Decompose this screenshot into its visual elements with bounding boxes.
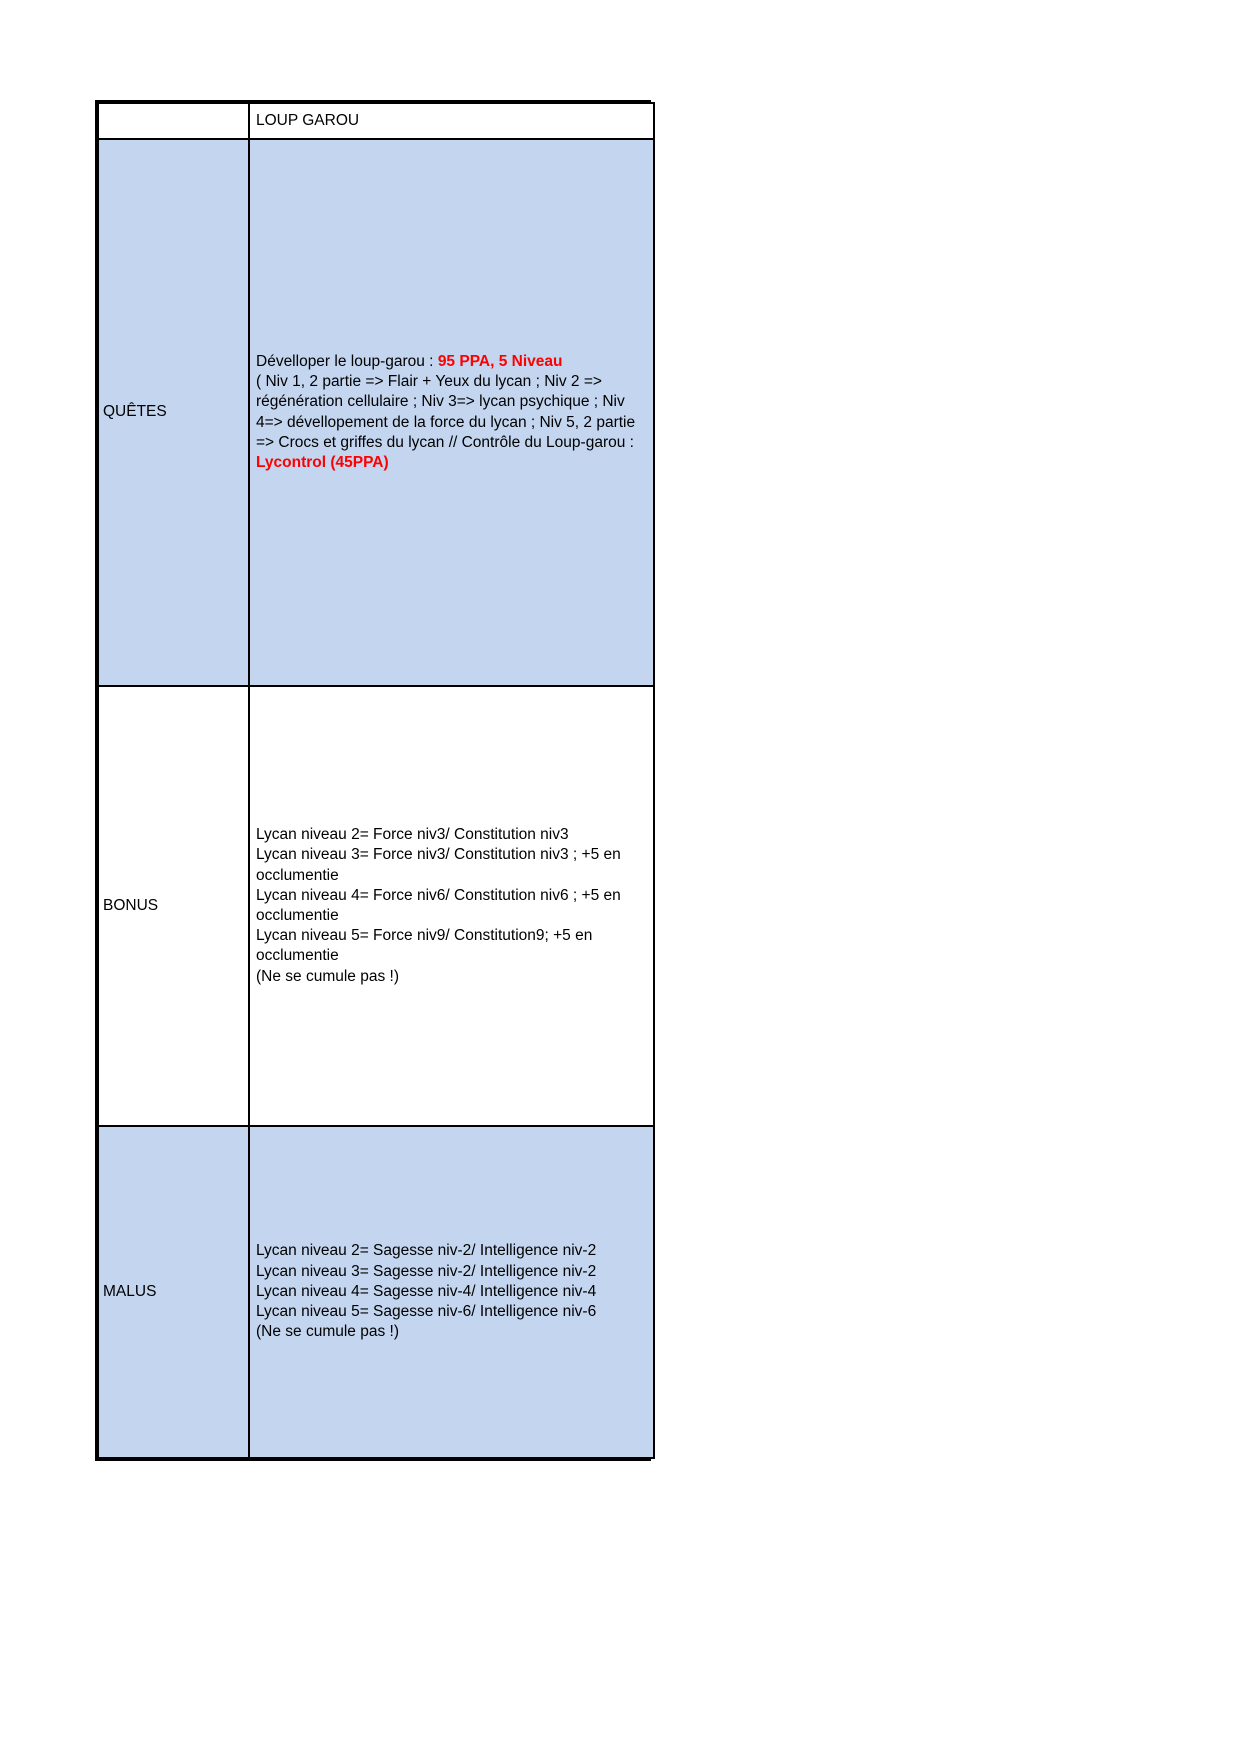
- loup-garou-table: [97, 102, 655, 1459]
- document-title: LOUP GAROU: [249, 103, 654, 139]
- table-row: [98, 1126, 654, 1458]
- malus-line-4: Lycan niveau 5= Sagesse niv-6/ Intelligence niv-6: [256, 1303, 597, 1321]
- bonus-line-5: (Ne se cumule pas !): [256, 967, 399, 985]
- quetes-line-2: [256, 372, 647, 473]
- bonus-line-1: Lycan niveau 2= Force niv3/ Constitution niv3: [256, 826, 569, 844]
- table-row-title: [98, 103, 654, 139]
- table-row: [98, 686, 654, 1126]
- quetes-line-2-accent: Lycontrol (45PPA): [256, 453, 389, 471]
- quetes-line-1-accent: 95 PPA, 5 Niveau: [437, 352, 563, 370]
- bonus-line-4: Lycan niveau 5= Force niv9/ Constitution9; +5 en occlumentie: [256, 927, 593, 965]
- malus-line-1: Lycan niveau 2= Sagesse niv-2/ Intelligence niv-2: [256, 1242, 597, 1260]
- row-label-malus: MALUS: [98, 1126, 249, 1458]
- bonus-line-2: Lycan niveau 3= Force niv3/ Constitution niv3 ; +5 en occlumentie: [256, 846, 621, 884]
- quetes-line-2-text: ( Niv 1, 2 partie => Flair + Yeux du lycan ; Niv 2 => régénération cellulaire ; Niv 3=> lycan psychique ; Niv 4=> dévellopement de la force du lycan ; Niv 5, 2 partie => Crocs et griffes du lycan // Contrôle du Loup-garou :: [256, 373, 636, 451]
- table-row: [98, 139, 654, 686]
- bonus-line-3: Lycan niveau 4= Force niv6/ Constitution niv6 ; +5 en occlumentie: [256, 886, 621, 924]
- row-content-bonus: [249, 686, 654, 1126]
- row-content-malus: [249, 1126, 654, 1458]
- quetes-line-1-text: Dévelloper le loup-garou :: [256, 352, 438, 370]
- title-row-empty-cell: [98, 103, 249, 139]
- loup-garou-table-wrapper: [95, 100, 651, 1461]
- row-label-bonus: BONUS: [98, 686, 249, 1126]
- row-content-quetes: [249, 139, 654, 686]
- malus-line-3: Lycan niveau 4= Sagesse niv-4/ Intelligence niv-4: [256, 1282, 597, 1300]
- row-label-quetes: QUÊTES: [98, 139, 249, 686]
- malus-line-5: (Ne se cumule pas !): [256, 1323, 399, 1341]
- malus-line-2: Lycan niveau 3= Sagesse niv-2/ Intelligence niv-2: [256, 1262, 597, 1280]
- quetes-line-1: [256, 352, 647, 372]
